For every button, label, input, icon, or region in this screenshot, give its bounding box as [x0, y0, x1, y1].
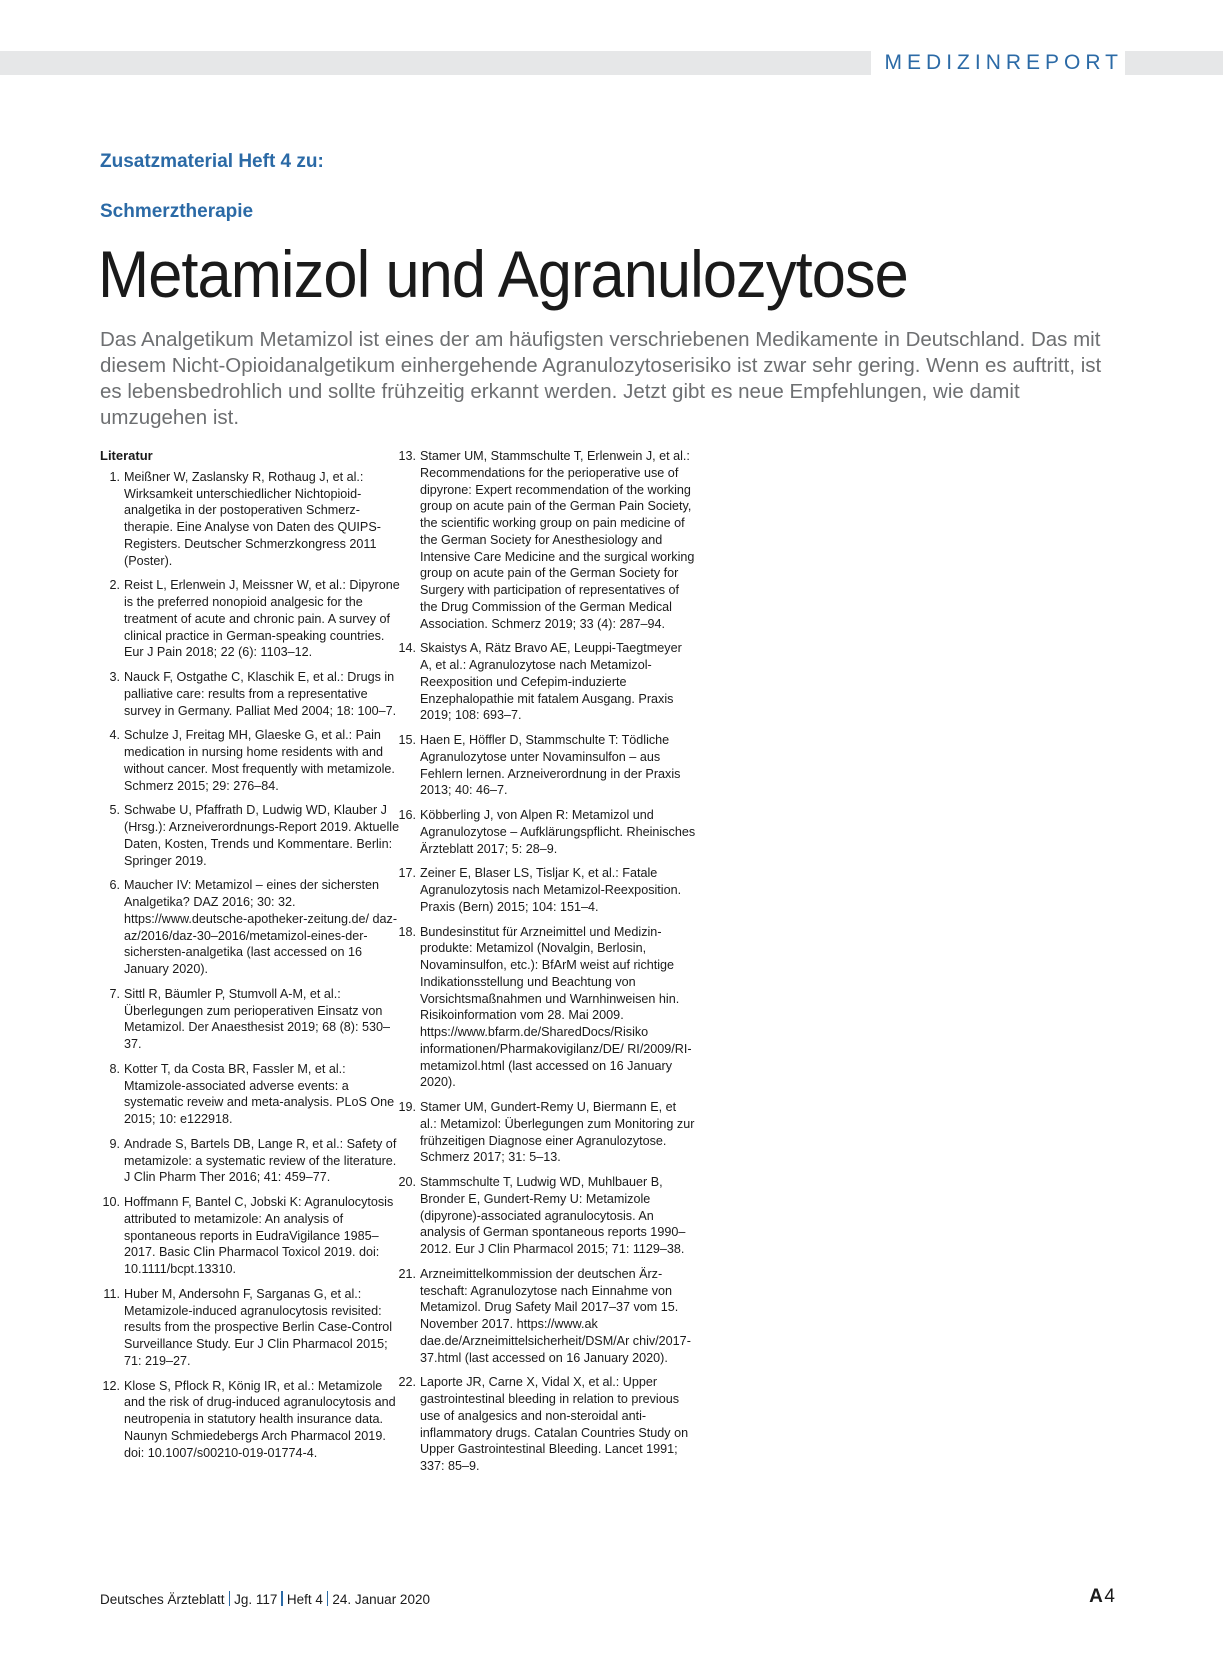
reference-text: Zeiner E, Blaser LS, Tisljar K, et al.: Fatale Agranulozytosis nach Metamizol-Reexposition. Praxis (Bern) 2015; 104: 151–4. [420, 866, 682, 914]
reference-text: Köbberling J, von Alpen R: Metamizol und Agranulozytose – Aufklärungspflicht. Rheinisches Ärzteblatt 2017; 5: 28–9. [420, 808, 696, 856]
reference-text: Stamer UM, Gundert-Remy U, Biermann E, et al.: Metamizol: Überlegungen zum Monitoring zur frühzeitigen Diagnose einer Agranulozytose. Schmerz 2017; 31: 5–13. [420, 1100, 695, 1165]
section-label: MEDIZINREPORT [871, 50, 1125, 76]
reference-item [396, 924, 696, 1092]
reference-number: 1. [109, 469, 120, 484]
reference-item [396, 448, 696, 632]
literature-heading: Literatur [100, 448, 153, 463]
reference-number: 20. [398, 1175, 416, 1189]
reference-number: 3. [109, 670, 120, 684]
reference-text: Nauck F, Ostgathe C, Klaschik E, et al.: Drugs in palliative care: results from a representative survey in Germany. Palliat Med 2004; 18: 100–7. [124, 670, 397, 718]
reference-number: 12. [102, 1378, 120, 1393]
article-lead: Das Analgetikum Metamizol ist eines der am häufigsten verschriebenen Medikamente in Deutschland. Das mit diesem Nicht-Opioidanalgetikum einhergehende Agranulozytoserisiko ist zwar sehr gering. Wenn es auftritt, ist es lebensbedrohlich und sollte frühzeitig erkannt werden. Jetzt gibt es neue Empfehlungen, wie damit umzugehen ist. [100, 328, 1102, 429]
reference-text: Maucher IV: Metamizol – eines der sichersten Analgetika? DAZ 2016; 30: 32. https://www.deutsche-apotheker-zeitung.de/ daz-az/2016/daz-30–2016/metamizol-eines-der-sichersten-analgetika (last accessed on 16 January 2020). [124, 878, 398, 976]
reference-text: Bundesinstitut für Arzneimittel und Medizinprodukte: Metamizol (Novalgin, Berlosin, Novaminsulfon, etc.): BfArM weist auf richtige Indikationsstellung und Beachtung von Vorsichtsmaßnahmen und Warnhinweisen hin. Risikoinformation vom 28. Mai 2009. https://www.bfarm.de/SharedDocs/Risiko informationen/Pharmakovigilanz/DE/ RI/2009/RI-metamizol.html (last accessed on 16 January 2020). [420, 924, 692, 1090]
topic-label: Schmerztherapie [100, 201, 254, 222]
issue-date: 24. Januar 2020 [332, 1592, 430, 1607]
reference-number: 15. [398, 733, 416, 747]
reference-item [100, 669, 400, 719]
reference-number: 2. [109, 578, 120, 593]
journal-volume: Jg. 117 [234, 1592, 278, 1607]
footer-separator [281, 1591, 283, 1606]
reference-item [100, 986, 400, 1053]
reference-text: Schwabe U, Pfaffrath D, Ludwig WD, Klauber J (Hrsg.): Arzneiverordnungs-Report 2019. Aktuelle Daten, Kosten, Trends und Kommentare. Berlin: Springer 2019. [124, 803, 400, 868]
reference-text: Laporte JR, Carne X, Vidal X, et al.: Upper gastrointestinal bleeding in relation to previous use of analgesics and non-steroidal anti-inflammatory drugs. Catalan Countries Study on Upper Gastrointestinal Bleeding. Lancet 1991; 337: 85–9. [420, 1375, 689, 1473]
reference-number: 8. [109, 1061, 120, 1076]
journal-issue: Heft 4 [286, 1592, 323, 1607]
references-column-right [396, 448, 696, 1483]
reference-text: Skaistys A, Rätz Bravo AE, Leuppi-Taegtmeyer A, et al.: Agranulozytose nach Metamizol-Reexposition und Cefepim-induzierte Enzephalopathie mit fatalem Ausgang. Praxis 2019; 108: 693–7. [420, 641, 682, 723]
reference-item [100, 1378, 400, 1462]
reference-text: Sittl R, Bäumler P, Stumvoll A-M, et al.: Überlegungen zum perioperativen Einsatz von Metamizol. Der Anaesthesist 2019; 68 (8): 530–37. [124, 986, 391, 1051]
reference-item [396, 865, 696, 915]
reference-text: Meißner W, Zaslansky R, Rothaug J, et al.: Wirksamkeit unterschiedlicher Nichtopioidanalgetika in der postoperativen Schmerztherapie. Eine Analyse von Daten des QUIPS-Registers. Deutscher Schmerzkongress 2011 (Poster). [124, 469, 381, 568]
reference-text: Schulze J, Freitag MH, Glaeske G, et al.: Pain medication in nursing home residents with and without cancer. Most frequently with metamizole. Schmerz 2015; 29: 276–84. [124, 728, 395, 793]
reference-number: 7. [109, 986, 120, 1001]
reference-number: 10. [102, 1195, 120, 1209]
reference-text: Huber M, Andersohn F, Sarganas G, et al.: Metamizole-induced agranulocytosis revisited: results from the prospective Berlin Case-Control Surveillance Study. Eur J Clin Pharmacol 2015; 71: 219–27. [124, 1286, 393, 1368]
reference-item [396, 1174, 696, 1258]
reference-text: Haen E, Höffler D, Stammschulte T: Tödliche Agranulozytose unter Novaminsulfon – aus Fehlern lernen. Arzneiverordnung in der Praxis 2013; 40: 46–7. [420, 733, 681, 798]
reference-item [396, 1099, 696, 1166]
reference-item [100, 727, 400, 794]
page-number [1089, 1586, 1115, 1608]
reference-number: 22. [398, 1375, 416, 1390]
reference-item [396, 807, 696, 857]
reference-number: 17. [398, 866, 416, 881]
reference-number: 18. [398, 924, 416, 939]
reference-number: 16. [398, 808, 416, 822]
reference-number: 19. [398, 1100, 416, 1114]
reference-number: 9. [109, 1136, 120, 1151]
reference-number: 13. [398, 449, 416, 463]
reference-item [100, 802, 400, 869]
footer-separator [229, 1591, 231, 1606]
reference-item [396, 732, 696, 799]
supplement-label: Zusatzmaterial Heft 4 zu: [100, 151, 324, 172]
reference-number: 6. [109, 878, 120, 893]
reference-item [396, 1374, 696, 1475]
reference-text: Andrade S, Bartels DB, Lange R, et al.: Safety of metamizole: a systematic review of the literature. J Clin Pharm Ther 2016; 41: 459–77. [124, 1136, 397, 1185]
reference-number: 4. [109, 728, 120, 743]
reference-text: Stammschulte T, Ludwig WD, Muhlbauer B, Bronder E, Gundert-Remy U: Metamizole (dipyrone)-associated agranulocytosis. An analysis of German spontaneous reports 1990–2012. Eur J Clin Pharmacol 2015; 71: 1129–38. [420, 1175, 686, 1256]
page-number-value: 4 [1104, 1586, 1115, 1607]
article-title: Metamizol und Agranulozytose [98, 237, 908, 311]
reference-item [100, 469, 400, 570]
reference-number: 5. [109, 803, 120, 818]
reference-number: 11. [103, 1286, 120, 1301]
reference-item [396, 1266, 696, 1367]
reference-list-left [100, 469, 400, 1462]
journal-name: Deutsches Ärzteblatt [100, 1592, 225, 1607]
footer-separator [327, 1591, 329, 1606]
reference-item [100, 1136, 400, 1186]
reference-list-right [396, 448, 696, 1475]
reference-text: Hoffmann F, Bantel C, Jobski K: Agranulocytosis attributed to metamizole: An analysis of spontaneous reports in EudraVigilance 1985–2017. Basic Clin Pharmacol Toxicol 2019. doi: 10.1111/bcpt.13310. [124, 1195, 394, 1276]
reference-text: Kotter T, da Costa BR, Fassler M, et al.: Mtamizole-associated adverse events: a systematic reveiw and meta-analysis. PLoS One 2015; 10: e122918. [124, 1061, 395, 1126]
page-footer [100, 1591, 430, 1607]
reference-item [100, 1194, 400, 1278]
reference-text: Arzneimittelkommission der deutschen Ärzteschaft: Agranulozytose nach Einnahme von Metamizol. Drug Safety Mail 2017–37 vom 15. November 2017. https://www.ak dae.de/Arzneimittelsicherheit/DSM/Ar chiv/2017-37.html (last accessed on 16 January 2020). [420, 1266, 691, 1365]
reference-number: 14. [398, 641, 416, 656]
reference-item [100, 1286, 400, 1370]
reference-text: Klose S, Pflock R, König IR, et al.: Metamizole and the risk of drug-induced agranulocytosis and neutropenia in statutory health insurance data. Naunyn Schmiedebergs Arch Pharmacol 2019. doi: 10.1007/s00210-019-01774-4. [124, 1378, 396, 1460]
reference-item [396, 640, 696, 724]
reference-number: 21. [398, 1266, 416, 1281]
reference-text: Stamer UM, Stammschulte T, Erlenwein J, et al.: Recommendations for the perioperative use of dipyrone: Expert recommendation of the working group on acute pain of the German Pain Society, the scientific working group on pain medicine of the German Society for Anesthesiology and Intensive Care Medicine and the surgical working group on acute pain of the German Society for Surgery with participation of representatives of the Drug Commission of the German Medical Association. Schmerz 2019; 33 (4): 287–94. [420, 449, 695, 631]
reference-text: Reist L, Erlenwein J, Meissner W, et al.: Dipyrone is the preferred nonopioid analgesic for the treatment of acute and chronic pain. A survey of clinical practice in German-speaking countries. Eur J Pain 2018; 22 (6): 1103–12. [124, 578, 400, 660]
reference-item [100, 577, 400, 661]
reference-item [100, 1061, 400, 1128]
reference-item [100, 877, 400, 978]
references-column-left [100, 448, 400, 1469]
page-prefix: A [1089, 1586, 1103, 1607]
